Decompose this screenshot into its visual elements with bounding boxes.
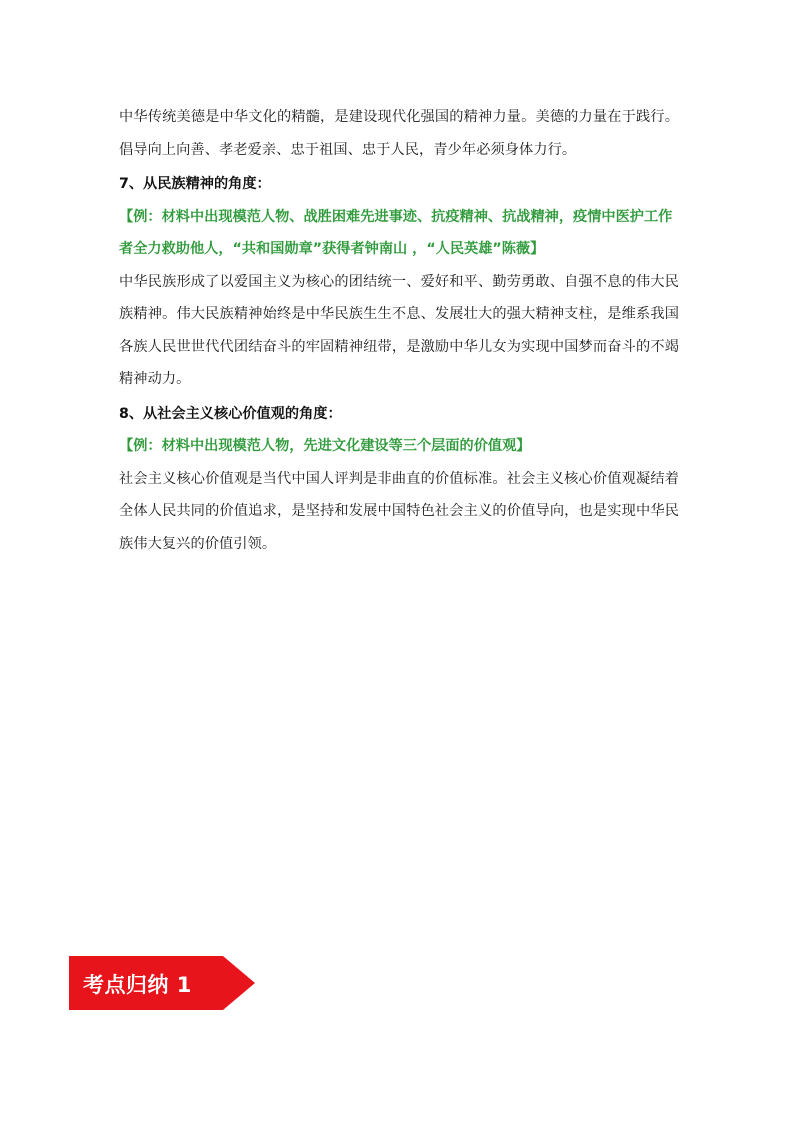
section-7-heading: 7、从民族精神的角度： [119,176,271,192]
intro-paragraph: 中华传统美德是中华文化的精髓，是建设现代化强国的精神力量。美德的力量在于践行。倡导向上向善、孝老爱亲、忠于祖国、忠于人民，青少年必须身体力行。 [119,109,679,158]
key-points-banner [69,956,255,1010]
section-8-example: 【例：材料中出现模范人物，先进文化建设等三个层面的价值观】 [119,438,531,454]
section-8-body: 社会主义核心价值观是当代中国人评判是非曲直的价值标准。社会主义核心价值观凝结着全体人民共同的价值追求，是坚持和发展中国特色社会主义的价值导向，也是实现中华民族伟大复兴的价值引领。 [119,470,679,552]
section-8-heading: 8、从社会主义核心价值观的角度： [119,405,342,422]
document-content [119,101,679,560]
section-7-body: 中华民族形成了以爱国主义为核心的团结统一、爱好和平、勤劳勇敢、自强不息的伟大民族精神。伟大民族精神始终是中华民族生生不息、发展壮大的强大精神支柱，是维系我国各族人民世世代代团结奋斗的牢固精神纽带，是激励中华儿女为实现中国梦而奋斗的不竭精神动力。 [119,273,679,387]
banner-label: 考点归纳 1 [83,973,192,997]
section-7-example: 【例：材料中出现模范人物、战胜困难先进事迹、抗疫精神、抗战精神，疫情中医护工作者全力救助他人，“共和国勋章”获得者钟南山 ，“人民英雄”陈薇】 [119,208,673,257]
